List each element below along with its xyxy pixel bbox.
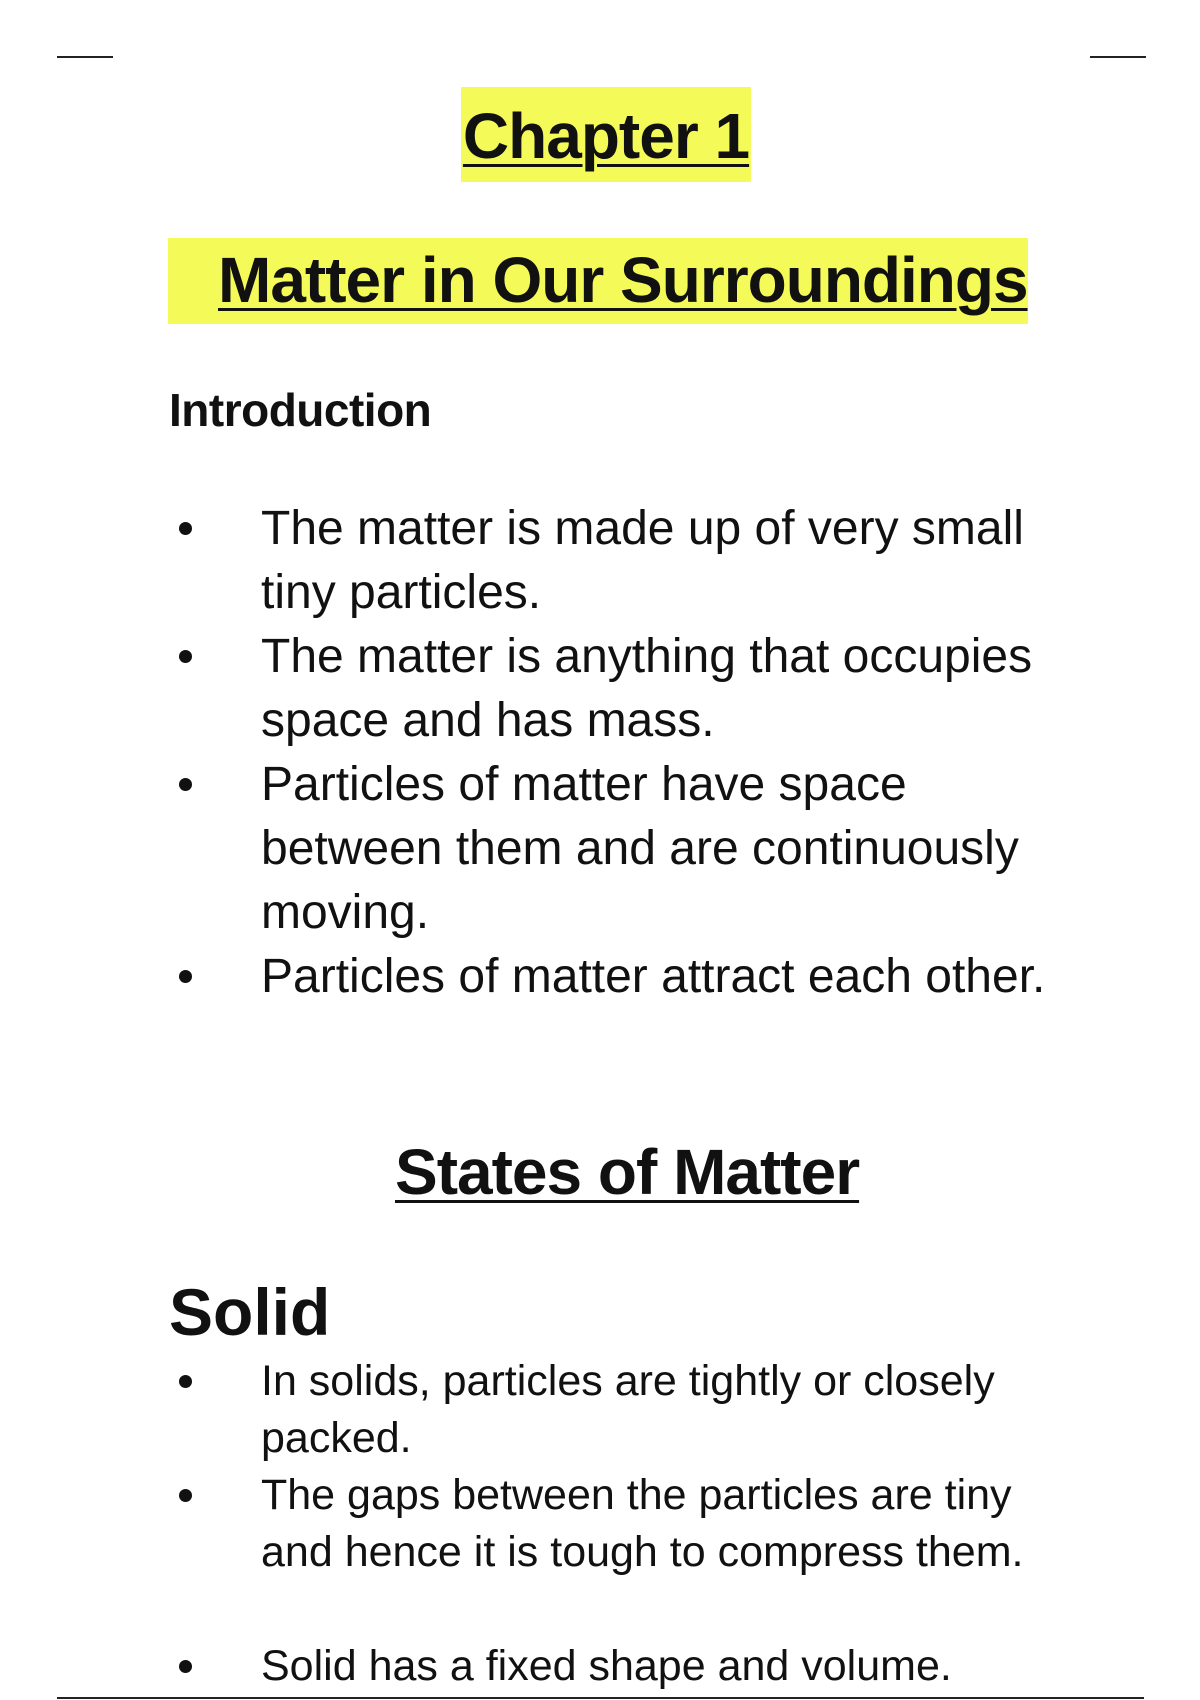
list-item-text: The matter is anything that occupies space and has mass. [261, 630, 1033, 747]
list-item-text: In solids, particles are tightly or closely packed. [261, 1357, 995, 1462]
list-item-text: The matter is made up of very small tiny particles. [261, 502, 1024, 619]
list-item [169, 1638, 1049, 1695]
bottom-rule [57, 1697, 1144, 1699]
list-item [169, 497, 1049, 625]
states-of-matter-heading: States of Matter [395, 1136, 860, 1208]
list-item-text: Solid has a fixed shape and volume. [261, 1642, 952, 1690]
introduction-heading: Introduction [169, 384, 432, 436]
top-left-rule [57, 56, 113, 58]
list-item [169, 625, 1049, 753]
list-item-text: Particles of matter have space between them and are continuously moving. [261, 758, 1019, 939]
bullet-icon [179, 778, 192, 791]
bullet-icon [179, 1660, 192, 1673]
list-item [169, 945, 1049, 1073]
list-item [169, 753, 1049, 945]
chapter-title: Chapter 1 [462, 100, 750, 172]
bullet-icon [179, 1489, 192, 1502]
introduction-list [169, 497, 1049, 1073]
solid-heading: Solid [169, 1275, 331, 1349]
bullet-icon [179, 970, 192, 983]
list-item [169, 1353, 1049, 1467]
list-item [169, 1467, 1049, 1638]
main-title: Matter in Our Surroundings [218, 244, 1028, 316]
bullet-icon [179, 522, 192, 535]
bullet-icon [179, 650, 192, 663]
bullet-icon [179, 1375, 192, 1388]
solid-list [169, 1353, 1049, 1695]
top-right-rule [1090, 56, 1146, 58]
list-item-text: The gaps between the particles are tiny and hence it is tough to compress them. [261, 1471, 1024, 1576]
list-item-text: Particles of matter attract each other. [261, 950, 1046, 1003]
